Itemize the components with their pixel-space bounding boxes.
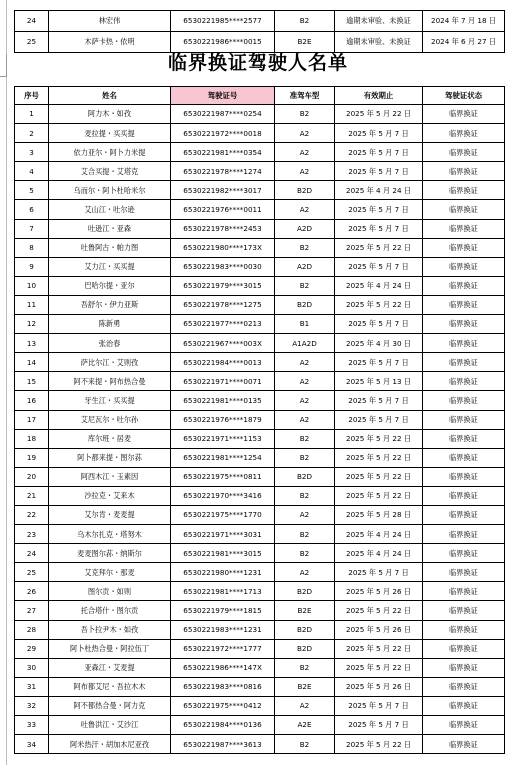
row-index-cell: 24 bbox=[15, 544, 49, 563]
row-index-cell: 25 bbox=[15, 32, 49, 53]
expiry-date-cell: 2025 年 4 月 24 日 bbox=[335, 181, 423, 200]
expiry-date-cell: 2025 年 5 月 7 日 bbox=[335, 219, 423, 238]
license-number-cell: 6530221970****3416 bbox=[171, 486, 275, 505]
license-number-cell: 6530221971****3031 bbox=[171, 525, 275, 544]
status-cell: 临界换证 bbox=[423, 582, 505, 601]
vehicle-class-cell: A2 bbox=[275, 505, 335, 524]
license-number-cell: 6530221981****1254 bbox=[171, 448, 275, 467]
table-row bbox=[15, 295, 505, 314]
name-cell: 艾山江・吐尔逊 bbox=[49, 200, 171, 219]
expiry-date-cell: 2025 年 5 月 7 日 bbox=[335, 162, 423, 181]
table-row bbox=[15, 601, 505, 620]
header-index: 序号 bbox=[15, 87, 49, 105]
table-row bbox=[15, 486, 505, 505]
name-cell: 吾卜拉尹木・如孜 bbox=[49, 620, 171, 639]
name-cell: 艾克拜尔・那麦 bbox=[49, 563, 171, 582]
license-number-cell: 6530221981****0354 bbox=[171, 143, 275, 162]
table-row bbox=[15, 620, 505, 639]
status-cell: 临界换证 bbox=[423, 563, 505, 582]
vehicle-class-cell: B2D bbox=[275, 181, 335, 200]
license-number-cell: 6530221981****0135 bbox=[171, 391, 275, 410]
vehicle-class-cell: A2 bbox=[275, 353, 335, 372]
row-index-cell: 10 bbox=[15, 276, 49, 295]
expiry-date-cell: 2025 年 5 月 22 日 bbox=[335, 105, 423, 124]
name-cell: 阿卜都来提・图尔荪 bbox=[49, 448, 171, 467]
name-cell: 吾舒尔・伊力亚斯 bbox=[49, 295, 171, 314]
expiry-date-cell: 2025 年 5 月 26 日 bbox=[335, 620, 423, 639]
row-index-cell: 4 bbox=[15, 162, 49, 181]
name-cell: 木萨卡热・依明 bbox=[49, 32, 171, 53]
row-index-cell: 25 bbox=[15, 563, 49, 582]
expiry-date-cell: 2025 年 5 月 22 日 bbox=[335, 601, 423, 620]
name-cell: 麦麦图尔荪・纳斯尔 bbox=[49, 544, 171, 563]
header-license-status: 驾驶证状态 bbox=[423, 87, 505, 105]
license-number-cell: 6530221982****3017 bbox=[171, 181, 275, 200]
license-number-cell: 6530221978****2453 bbox=[171, 219, 275, 238]
table-row bbox=[15, 429, 505, 448]
expiry-date-cell: 2025 年 5 月 26 日 bbox=[335, 582, 423, 601]
vehicle-class-cell: B2 bbox=[275, 105, 335, 124]
name-cell: 牙生江・买买提 bbox=[49, 391, 171, 410]
vehicle-class-cell: B2D bbox=[275, 467, 335, 486]
vehicle-class-cell: A2 bbox=[275, 563, 335, 582]
table-row bbox=[15, 544, 505, 563]
expiry-date-cell: 2025 年 4 月 30 日 bbox=[335, 334, 423, 353]
row-index-cell: 2 bbox=[15, 124, 49, 143]
table-row bbox=[15, 448, 505, 467]
status-cell: 临界换证 bbox=[423, 143, 505, 162]
expiry-date-cell: 2025 年 5 月 7 日 bbox=[335, 353, 423, 372]
license-number-cell: 6530221985****2577 bbox=[171, 11, 275, 32]
name-cell: 图尔贡・如则 bbox=[49, 582, 171, 601]
table-row bbox=[15, 200, 505, 219]
row-index-cell: 15 bbox=[15, 372, 49, 391]
status-cell: 2024 年 6 月 27 日 bbox=[423, 32, 505, 53]
status-cell: 临界换证 bbox=[423, 105, 505, 124]
vehicle-class-cell: B2D bbox=[275, 639, 335, 658]
status-cell: 临界换证 bbox=[423, 677, 505, 696]
status-cell: 临界换证 bbox=[423, 448, 505, 467]
row-index-cell: 23 bbox=[15, 525, 49, 544]
name-cell: 吐逊江・亚森 bbox=[49, 219, 171, 238]
expiry-date-cell: 2025 年 4 月 24 日 bbox=[335, 276, 423, 295]
name-cell: 艾尔肯・麦麦提 bbox=[49, 505, 171, 524]
table-row bbox=[15, 582, 505, 601]
vehicle-class-cell: B2 bbox=[275, 276, 335, 295]
name-cell: 依力亚尔・阿卜力米提 bbox=[49, 143, 171, 162]
license-number-cell: 6530221983****0816 bbox=[171, 677, 275, 696]
expiry-date-cell: 2025 年 5 月 22 日 bbox=[335, 467, 423, 486]
table-row bbox=[15, 143, 505, 162]
license-number-cell: 6530221975****1770 bbox=[171, 505, 275, 524]
row-index-cell: 1 bbox=[15, 105, 49, 124]
page-left-rule bbox=[6, 0, 7, 765]
license-number-cell: 6530221984****0136 bbox=[171, 716, 275, 735]
vehicle-class-cell: B2 bbox=[275, 429, 335, 448]
expiry-date-cell: 2025 年 4 月 24 日 bbox=[335, 544, 423, 563]
table-row bbox=[15, 276, 505, 295]
name-cell: 阿布都艾尼・吾拉木木 bbox=[49, 677, 171, 696]
row-index-cell: 21 bbox=[15, 486, 49, 505]
row-index-cell: 27 bbox=[15, 601, 49, 620]
row-index-cell: 5 bbox=[15, 181, 49, 200]
license-number-cell: 6530221979****3015 bbox=[171, 276, 275, 295]
vehicle-class-cell: B2E bbox=[275, 32, 335, 53]
license-number-cell: 6530221976****1879 bbox=[171, 410, 275, 429]
table-row bbox=[15, 525, 505, 544]
vehicle-class-cell: A2 bbox=[275, 124, 335, 143]
vehicle-class-cell: A2 bbox=[275, 143, 335, 162]
row-index-cell: 31 bbox=[15, 677, 49, 696]
status-cell: 临界换证 bbox=[423, 467, 505, 486]
vehicle-class-cell: B2 bbox=[275, 238, 335, 257]
license-number-cell: 6530221986****147X bbox=[171, 658, 275, 677]
status-cell: 临界换证 bbox=[423, 372, 505, 391]
table-row bbox=[15, 505, 505, 524]
status-cell: 临界换证 bbox=[423, 257, 505, 276]
license-number-cell: 6530221980****1231 bbox=[171, 563, 275, 582]
vehicle-class-cell: B2 bbox=[275, 486, 335, 505]
expiry-date-cell: 2025 年 5 月 7 日 bbox=[335, 563, 423, 582]
status-cell: 临界换证 bbox=[423, 295, 505, 314]
table-row bbox=[15, 353, 505, 372]
name-cell: 阿不来提・阿布热合曼 bbox=[49, 372, 171, 391]
name-cell: 阿西木江・玉素因 bbox=[49, 467, 171, 486]
table-row bbox=[15, 563, 505, 582]
expiry-date-cell: 2025 年 5 月 22 日 bbox=[335, 238, 423, 257]
status-cell: 2024 年 7 月 18 日 bbox=[423, 11, 505, 32]
table-row bbox=[15, 410, 505, 429]
name-cell: 吐鲁阿古・帕力图 bbox=[49, 238, 171, 257]
license-number-cell: 6530221983****0030 bbox=[171, 257, 275, 276]
page-title: 临界换证驾驶人名单 bbox=[167, 52, 348, 74]
row-index-cell: 32 bbox=[15, 696, 49, 715]
table-row bbox=[15, 11, 505, 32]
name-cell: 阿米热汗・胡加木尼亚孜 bbox=[49, 735, 171, 754]
vehicle-class-cell: B1 bbox=[275, 315, 335, 334]
vehicle-class-cell: A2E bbox=[275, 716, 335, 735]
name-cell: 吐鲁洪江・艾沙江 bbox=[49, 716, 171, 735]
status-cell: 临界换证 bbox=[423, 124, 505, 143]
status-cell: 临界换证 bbox=[423, 716, 505, 735]
vehicle-class-cell: A2D bbox=[275, 257, 335, 276]
row-index-cell: 34 bbox=[15, 735, 49, 754]
license-number-cell: 6530221981****3015 bbox=[171, 544, 275, 563]
row-index-cell: 17 bbox=[15, 410, 49, 429]
row-index-cell: 12 bbox=[15, 315, 49, 334]
vehicle-class-cell: A2 bbox=[275, 200, 335, 219]
vehicle-class-cell: A2D bbox=[275, 219, 335, 238]
name-cell: 库尔班・居麦 bbox=[49, 429, 171, 448]
name-cell: 沙拉克・艾来木 bbox=[49, 486, 171, 505]
vehicle-class-cell: B2 bbox=[275, 11, 335, 32]
vehicle-class-cell: B2 bbox=[275, 448, 335, 467]
name-cell: 艾力江・买买提 bbox=[49, 257, 171, 276]
expiry-date-cell: 2025 年 5 月 22 日 bbox=[335, 295, 423, 314]
expiry-date-cell: 逾期未审验、未换证 bbox=[335, 11, 423, 32]
vehicle-class-cell: A2 bbox=[275, 372, 335, 391]
status-cell: 临界换证 bbox=[423, 334, 505, 353]
expiry-date-cell: 2025 年 5 月 22 日 bbox=[335, 486, 423, 505]
status-cell: 临界换证 bbox=[423, 735, 505, 754]
status-cell: 临界换证 bbox=[423, 696, 505, 715]
expiry-date-cell: 2025 年 5 月 28 日 bbox=[335, 505, 423, 524]
status-cell: 临界换证 bbox=[423, 429, 505, 448]
table-row bbox=[15, 105, 505, 124]
expiry-date-cell: 2025 年 5 月 7 日 bbox=[335, 124, 423, 143]
license-number-cell: 6530221971****1153 bbox=[171, 429, 275, 448]
status-cell: 临界换证 bbox=[423, 276, 505, 295]
license-number-cell: 6530221979****1815 bbox=[171, 601, 275, 620]
row-index-cell: 22 bbox=[15, 505, 49, 524]
license-number-cell: 6530221983****1231 bbox=[171, 620, 275, 639]
row-index-cell: 14 bbox=[15, 353, 49, 372]
license-number-cell: 6530221984****0013 bbox=[171, 353, 275, 372]
vehicle-class-cell: B2D bbox=[275, 582, 335, 601]
vehicle-class-cell: B2E bbox=[275, 677, 335, 696]
license-number-cell: 6530221987****3613 bbox=[171, 735, 275, 754]
license-number-cell: 6530221972****1777 bbox=[171, 639, 275, 658]
vehicle-class-cell: B2 bbox=[275, 544, 335, 563]
row-index-cell: 3 bbox=[15, 143, 49, 162]
status-cell: 临界换证 bbox=[423, 505, 505, 524]
row-index-cell: 20 bbox=[15, 467, 49, 486]
row-index-cell: 33 bbox=[15, 716, 49, 735]
table-row bbox=[15, 315, 505, 334]
table-row bbox=[15, 238, 505, 257]
vehicle-class-cell: B2 bbox=[275, 735, 335, 754]
table-row bbox=[15, 334, 505, 353]
license-number-cell: 6530221976****0011 bbox=[171, 200, 275, 219]
name-cell: 亚森江・艾麦提 bbox=[49, 658, 171, 677]
status-cell: 临界换证 bbox=[423, 525, 505, 544]
expiry-date-cell: 2025 年 5 月 7 日 bbox=[335, 716, 423, 735]
name-cell: 麦拉提・买买提 bbox=[49, 124, 171, 143]
table-row bbox=[15, 639, 505, 658]
expiry-date-cell: 2025 年 5 月 7 日 bbox=[335, 200, 423, 219]
name-cell: 张治春 bbox=[49, 334, 171, 353]
row-index-cell: 30 bbox=[15, 658, 49, 677]
license-number-cell: 6530221971****0071 bbox=[171, 372, 275, 391]
license-number-cell: 6530221975****0412 bbox=[171, 696, 275, 715]
vehicle-class-cell: B2 bbox=[275, 658, 335, 677]
vehicle-class-cell: A1A2D bbox=[275, 334, 335, 353]
row-index-cell: 8 bbox=[15, 238, 49, 257]
expiry-date-cell: 2025 年 5 月 7 日 bbox=[335, 391, 423, 410]
header-license-number: 驾驶证号 bbox=[171, 87, 275, 105]
table-row bbox=[15, 677, 505, 696]
expiry-date-cell: 2025 年 5 月 22 日 bbox=[335, 639, 423, 658]
expiry-date-cell: 2025 年 5 月 22 日 bbox=[335, 735, 423, 754]
vehicle-class-cell: B2 bbox=[275, 525, 335, 544]
vehicle-class-cell: A2 bbox=[275, 162, 335, 181]
name-cell: 托合塔什・图尔贡 bbox=[49, 601, 171, 620]
expiry-date-cell: 2025 年 5 月 22 日 bbox=[335, 448, 423, 467]
table-row bbox=[15, 696, 505, 715]
table-row bbox=[15, 716, 505, 735]
expiry-date-cell: 逾期未审验、未换证 bbox=[335, 32, 423, 53]
license-number-cell: 6530221978****1275 bbox=[171, 295, 275, 314]
expiry-date-cell: 2025 年 5 月 7 日 bbox=[335, 696, 423, 715]
header-vehicle-class: 准驾车型 bbox=[275, 87, 335, 105]
row-index-cell: 6 bbox=[15, 200, 49, 219]
status-cell: 临界换证 bbox=[423, 601, 505, 620]
status-cell: 临界换证 bbox=[423, 391, 505, 410]
status-cell: 临界换证 bbox=[423, 315, 505, 334]
name-cell: 阿卜杜热合曼・阿拉伍丁 bbox=[49, 639, 171, 658]
status-cell: 临界换证 bbox=[423, 162, 505, 181]
vehicle-class-cell: A2 bbox=[275, 696, 335, 715]
status-cell: 临界换证 bbox=[423, 219, 505, 238]
table-row bbox=[15, 162, 505, 181]
expiry-date-cell: 2025 年 5 月 13 日 bbox=[335, 372, 423, 391]
row-index-cell: 7 bbox=[15, 219, 49, 238]
license-number-cell: 6530221981****1713 bbox=[171, 582, 275, 601]
status-cell: 临界换证 bbox=[423, 658, 505, 677]
row-index-cell: 24 bbox=[15, 11, 49, 32]
row-index-cell: 19 bbox=[15, 448, 49, 467]
name-cell: 萨比尔江・艾则孜 bbox=[49, 353, 171, 372]
status-cell: 临界换证 bbox=[423, 486, 505, 505]
expiry-date-cell: 2025 年 5 月 26 日 bbox=[335, 677, 423, 696]
status-cell: 临界换证 bbox=[423, 620, 505, 639]
name-cell: 艾合买提・艾塔克 bbox=[49, 162, 171, 181]
license-number-cell: 6530221987****0254 bbox=[171, 105, 275, 124]
name-cell: 陈新勇 bbox=[49, 315, 171, 334]
table-row bbox=[15, 181, 505, 200]
status-cell: 临界换证 bbox=[423, 410, 505, 429]
name-cell: 林宏伟 bbox=[49, 11, 171, 32]
row-index-cell: 28 bbox=[15, 620, 49, 639]
name-cell: 阿不都热合曼・阿力克 bbox=[49, 696, 171, 715]
table-row bbox=[15, 467, 505, 486]
name-cell: 乌木尔扎克・塔努木 bbox=[49, 525, 171, 544]
row-index-cell: 16 bbox=[15, 391, 49, 410]
row-index-cell: 13 bbox=[15, 334, 49, 353]
expiry-date-cell: 2025 年 5 月 7 日 bbox=[335, 315, 423, 334]
status-cell: 临界换证 bbox=[423, 238, 505, 257]
table-row bbox=[15, 124, 505, 143]
name-cell: 艾尼瓦尔・吐尔孙 bbox=[49, 410, 171, 429]
license-number-cell: 6530221972****0018 bbox=[171, 124, 275, 143]
vehicle-class-cell: B2D bbox=[275, 295, 335, 314]
driver-list-table bbox=[14, 86, 505, 754]
row-index-cell: 9 bbox=[15, 257, 49, 276]
license-number-cell: 6530221986****0015 bbox=[171, 32, 275, 53]
expiry-date-cell: 2025 年 4 月 24 日 bbox=[335, 525, 423, 544]
status-cell: 临界换证 bbox=[423, 200, 505, 219]
header-name: 姓名 bbox=[49, 87, 171, 105]
status-cell: 临界换证 bbox=[423, 639, 505, 658]
expiry-date-cell: 2025 年 5 月 22 日 bbox=[335, 658, 423, 677]
previous-page-table bbox=[14, 10, 505, 53]
license-number-cell: 6530221967****003X bbox=[171, 334, 275, 353]
row-index-cell: 26 bbox=[15, 582, 49, 601]
row-index-cell: 29 bbox=[15, 639, 49, 658]
table-header-row bbox=[15, 87, 505, 105]
table-row bbox=[15, 219, 505, 238]
vehicle-class-cell: B2D bbox=[275, 620, 335, 639]
table-row bbox=[15, 391, 505, 410]
row-index-cell: 11 bbox=[15, 295, 49, 314]
license-number-cell: 6530221977****0213 bbox=[171, 315, 275, 334]
name-cell: 巴哈尔提・亚尔 bbox=[49, 276, 171, 295]
expiry-date-cell: 2025 年 5 月 7 日 bbox=[335, 143, 423, 162]
table-row bbox=[15, 257, 505, 276]
status-cell: 临界换证 bbox=[423, 181, 505, 200]
expiry-date-cell: 2025 年 5 月 7 日 bbox=[335, 257, 423, 276]
row-index-cell: 18 bbox=[15, 429, 49, 448]
status-cell: 临界换证 bbox=[423, 353, 505, 372]
header-expiry-date: 有效期止 bbox=[335, 87, 423, 105]
status-cell: 临界换证 bbox=[423, 544, 505, 563]
expiry-date-cell: 2025 年 5 月 22 日 bbox=[335, 429, 423, 448]
name-cell: 阿力木・如孜 bbox=[49, 105, 171, 124]
license-number-cell: 6530221980****173X bbox=[171, 238, 275, 257]
vehicle-class-cell: B2E bbox=[275, 601, 335, 620]
table-row bbox=[15, 372, 505, 391]
vehicle-class-cell: A2 bbox=[275, 410, 335, 429]
name-cell: 乌而尔・阿卜杜哈米尔 bbox=[49, 181, 171, 200]
table-row bbox=[15, 735, 505, 754]
vehicle-class-cell: A2 bbox=[275, 391, 335, 410]
license-number-cell: 6530221975****0811 bbox=[171, 467, 275, 486]
expiry-date-cell: 2025 年 5 月 7 日 bbox=[335, 410, 423, 429]
license-number-cell: 6530221978****1274 bbox=[171, 162, 275, 181]
table-row bbox=[15, 658, 505, 677]
